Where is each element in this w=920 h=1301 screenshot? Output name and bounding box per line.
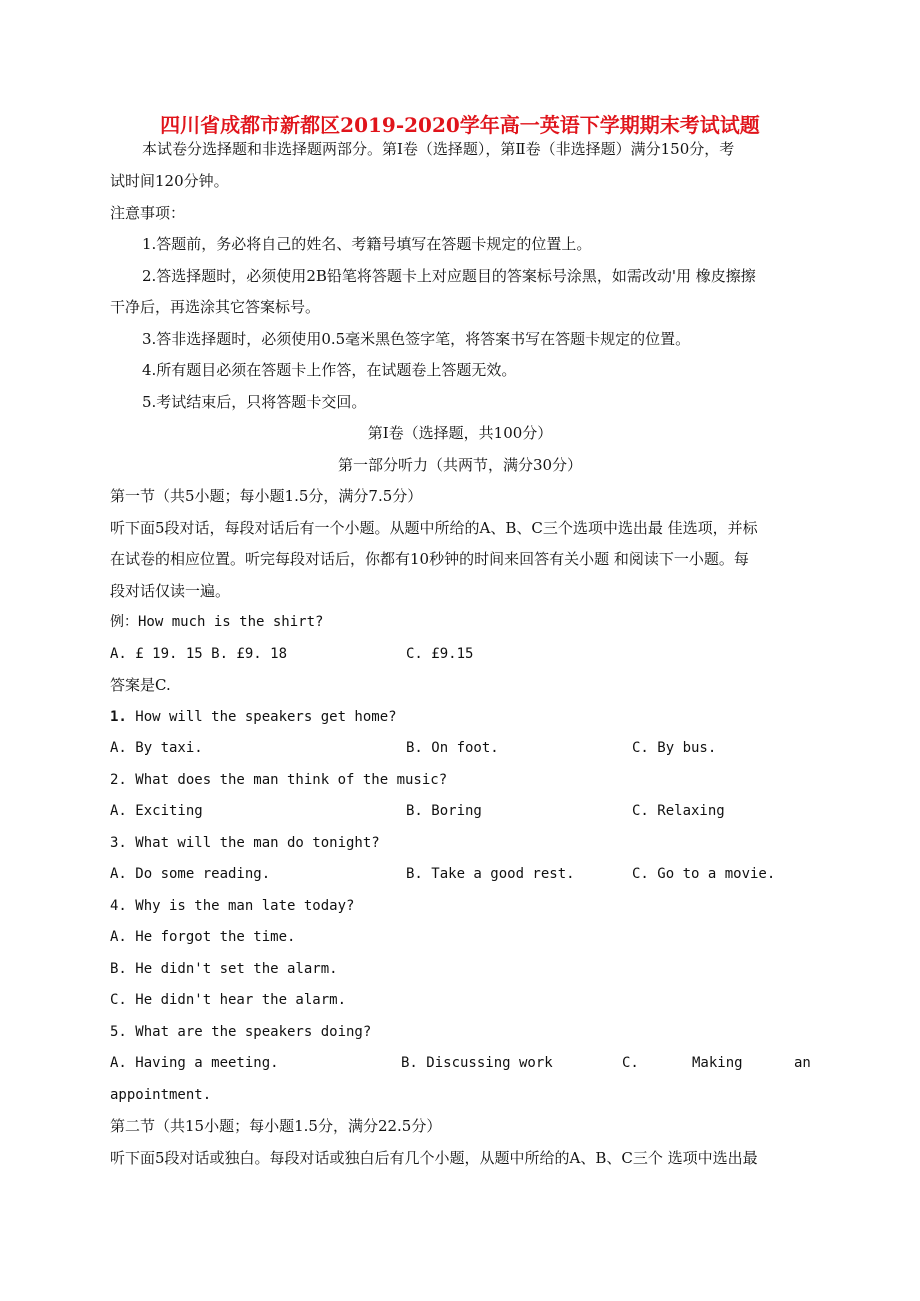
note-3: 3.答非选择题时，必须使用0.5毫米黑色签字笔，将答案书写在答题卡规定的位置。: [142, 330, 691, 348]
section1-intro-1: 听下面5段对话，每段对话后有一个小题。从题中所给的A、B、C三个选项中选出最 佳选项，并标: [110, 519, 758, 537]
q5-option-b: B. Discussing work: [401, 1055, 553, 1071]
question-1-options: [110, 738, 810, 758]
note-4: 4.所有题目必须在答题卡上作答，在试题卷上答题无效。: [142, 361, 517, 379]
question-3-number: 3.: [110, 835, 127, 851]
section1-intro-2: 在试卷的相应位置。听完每段对话后，你都有10秒钟的时间来回答有关小题 和阅读下一小题。每: [110, 550, 749, 568]
q2-option-a: A. Exciting: [110, 803, 203, 819]
section1-intro-3: 段对话仅读一遍。: [110, 582, 231, 600]
q4-option-c: C. He didn't hear the alarm.: [110, 992, 347, 1008]
example-question: 例：How much is the shirt?: [110, 614, 324, 630]
section2-heading: 第二节（共15小题；每小题1.5分，满分22.5分）: [110, 1117, 442, 1135]
q1-option-b: B. On foot.: [406, 740, 499, 756]
q1-option-a: A. By taxi.: [110, 740, 203, 756]
q5-option-c-word-2: an: [794, 1055, 811, 1071]
note-1: 1.答题前，务必将自己的姓名、考籍号填写在答题卡规定的位置上。: [142, 235, 592, 253]
intro-line-2: 试时间120分钟。: [110, 172, 229, 190]
note-2: 2.答选择题时，必须使用2B铅笔将答题卡上对应题目的答案标号涂黑，如需改动'用 橡皮擦擦: [142, 267, 756, 285]
example-option-ab: A. £ 19. 15 B. £9. 18: [110, 646, 288, 662]
question-1: [110, 707, 397, 727]
question-2: [110, 770, 447, 790]
q2-option-c: C. Relaxing: [632, 803, 725, 819]
question-1-number: 1.: [110, 709, 127, 725]
q4-option-a: A. He forgot the time.: [110, 929, 296, 945]
question-2-number: 2.: [110, 772, 127, 788]
note-5: 5.考试结束后，只将答题卡交回。: [142, 393, 367, 411]
q5-option-c-word-1: Making: [692, 1055, 743, 1071]
q4-option-b: B. He didn't set the alarm.: [110, 961, 338, 977]
question-5-options: [110, 1053, 812, 1073]
q3-option-b: B. Take a good rest.: [406, 866, 575, 882]
question-2-options: [110, 801, 810, 821]
question-1-text: How will the speakers get home?: [126, 709, 397, 725]
q2-option-b: B. Boring: [406, 803, 482, 819]
q3-option-c: C. Go to a movie.: [632, 866, 776, 882]
example-option-c: C. £9.15: [406, 646, 474, 662]
intro-line-1: 本试卷分选择题和非选择题两部分。第Ⅰ卷（选择题），第Ⅱ卷（非选择题）满分150分，考: [142, 140, 735, 158]
question-2-text: What does the man think of the music?: [126, 772, 448, 788]
question-4: 4. Why is the man late today?: [110, 898, 355, 914]
part1-title: 第Ⅰ卷（选择题，共100分）: [367, 424, 553, 442]
question-3-options: [110, 864, 810, 884]
q3-option-a: A. Do some reading.: [110, 866, 271, 882]
question-3: [110, 833, 380, 853]
page-title: 四川省成都市新都区2019-2020学年高一英语下学期期末考试试题: [160, 113, 760, 137]
example-answer: 答案是C.: [110, 676, 171, 694]
note-2-cont: 干净后，再选涂其它答案标号。: [110, 298, 321, 316]
section1-heading: 第一节（共5小题；每小题1.5分，满分7.5分）: [110, 487, 423, 505]
q5-option-c-label: C.: [622, 1055, 639, 1071]
notes-heading: 注意事项：: [110, 204, 186, 222]
question-5: 5. What are the speakers doing?: [110, 1024, 372, 1040]
q1-option-c: C. By bus.: [632, 740, 717, 756]
example-options: [110, 644, 810, 664]
section2-intro: 听下面5段对话或独白。每段对话或独白后有几个小题，从题中所给的A、B、C三个 选项中选出最: [110, 1149, 758, 1167]
listening-title: 第一部分听力（共两节，满分30分）: [337, 456, 583, 474]
question-3-text: What will the man do tonight?: [126, 835, 380, 851]
q5-option-a: A. Having a meeting.: [110, 1055, 279, 1071]
q5-option-c-cont: appointment.: [110, 1087, 212, 1103]
